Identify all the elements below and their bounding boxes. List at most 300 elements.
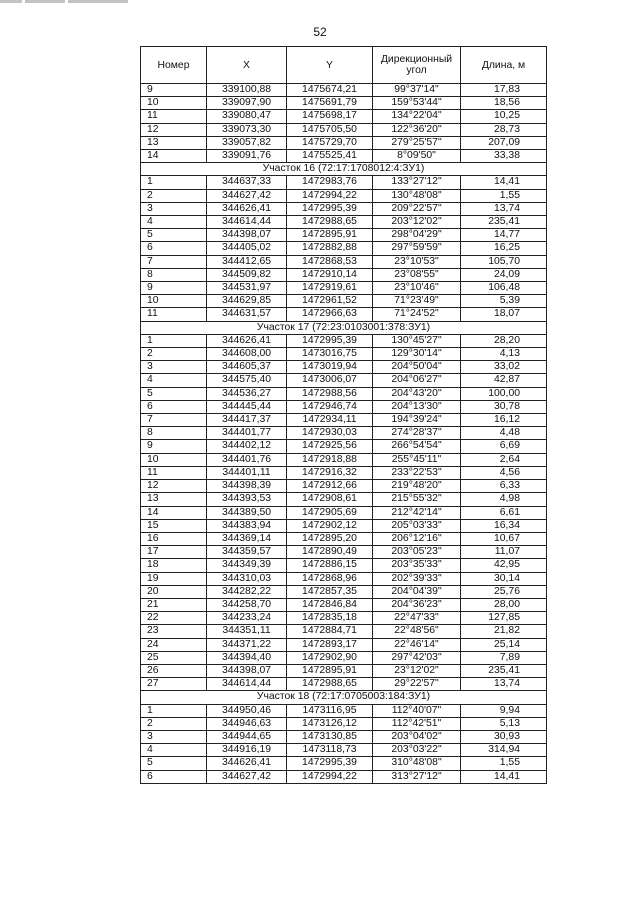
cell-number: 7 [141, 414, 207, 427]
cell-length: 21,82 [461, 625, 547, 638]
table-row [141, 282, 547, 295]
cell-length: 16,25 [461, 242, 547, 255]
cell-y: 1472884,71 [287, 625, 373, 638]
cell-direction-angle: 23°08'55" [373, 268, 461, 281]
cell-y: 1473006,07 [287, 374, 373, 387]
cell-number: 13 [141, 136, 207, 149]
cell-x: 344916,19 [207, 744, 287, 757]
cell-y: 1473126,12 [287, 717, 373, 730]
cell-length: 105,70 [461, 255, 547, 268]
cell-length: 11,07 [461, 546, 547, 559]
cell-y: 1472902,90 [287, 651, 373, 664]
cell-y: 1472934,11 [287, 414, 373, 427]
cell-y: 1472994,22 [287, 189, 373, 202]
cell-y: 1472916,32 [287, 466, 373, 479]
cell-direction-angle: 203°04'02" [373, 730, 461, 743]
cell-x: 344946,63 [207, 717, 287, 730]
cell-number: 10 [141, 97, 207, 110]
cell-y: 1475705,50 [287, 123, 373, 136]
cell-y: 1472908,61 [287, 493, 373, 506]
cell-direction-angle: 212°42'14" [373, 506, 461, 519]
cell-number: 6 [141, 242, 207, 255]
cell-length: 4,56 [461, 466, 547, 479]
table-row [141, 440, 547, 453]
table-row [141, 150, 547, 163]
cell-number: 16 [141, 532, 207, 545]
cell-y: 1472910,14 [287, 268, 373, 281]
cell-length: 13,74 [461, 678, 547, 691]
cell-x: 344401,77 [207, 427, 287, 440]
cell-length: 100,00 [461, 387, 547, 400]
cell-number: 7 [141, 255, 207, 268]
cell-number: 5 [141, 757, 207, 770]
cell-direction-angle: 204°50'04" [373, 361, 461, 374]
cell-length: 10,67 [461, 532, 547, 545]
cell-length: 30,93 [461, 730, 547, 743]
table-row [141, 757, 547, 770]
cell-length: 42,87 [461, 374, 547, 387]
cell-y: 1472886,15 [287, 559, 373, 572]
cell-number: 3 [141, 202, 207, 215]
cell-direction-angle: 204°13'30" [373, 400, 461, 413]
cell-length: 28,73 [461, 123, 547, 136]
cell-x: 344536,27 [207, 387, 287, 400]
table-row [141, 123, 547, 136]
cell-y: 1473130,85 [287, 730, 373, 743]
cell-y: 1475691,79 [287, 97, 373, 110]
table-row [141, 612, 547, 625]
cell-y: 1473116,95 [287, 704, 373, 717]
table-header [141, 47, 547, 84]
cell-length: 7,89 [461, 651, 547, 664]
cell-length: 14,77 [461, 229, 547, 242]
table-row [141, 216, 547, 229]
cell-y: 1472893,17 [287, 638, 373, 651]
table-row [141, 585, 547, 598]
table-row [141, 532, 547, 545]
cell-direction-angle: 29°22'57" [373, 678, 461, 691]
cell-x: 344629,85 [207, 295, 287, 308]
cell-number: 14 [141, 150, 207, 163]
cell-y: 1472988,65 [287, 678, 373, 691]
cell-y: 1472905,69 [287, 506, 373, 519]
table-row [141, 97, 547, 110]
cell-direction-angle: 22°46'14" [373, 638, 461, 651]
cell-direction-angle: 215°55'32" [373, 493, 461, 506]
cell-y: 1472995,39 [287, 202, 373, 215]
cell-x: 344398,07 [207, 229, 287, 242]
cell-length: 25,14 [461, 638, 547, 651]
cell-length: 13,74 [461, 202, 547, 215]
table-row [141, 664, 547, 677]
table-row [141, 308, 547, 321]
cell-direction-angle: 204°43'20" [373, 387, 461, 400]
cell-length: 30,78 [461, 400, 547, 413]
cell-direction-angle: 206°12'16" [373, 532, 461, 545]
cell-direction-angle: 297°59'59" [373, 242, 461, 255]
section-row [141, 163, 547, 176]
cell-direction-angle: 202°39'33" [373, 572, 461, 585]
table-row [141, 387, 547, 400]
table-row [141, 744, 547, 757]
cell-number: 10 [141, 295, 207, 308]
cell-number: 6 [141, 770, 207, 783]
cell-number: 25 [141, 651, 207, 664]
cell-number: 23 [141, 625, 207, 638]
cell-length: 4,48 [461, 427, 547, 440]
cell-number: 3 [141, 361, 207, 374]
header-number: Номер [141, 47, 207, 84]
cell-number: 13 [141, 493, 207, 506]
cell-number: 11 [141, 110, 207, 123]
cell-y: 1472895,91 [287, 229, 373, 242]
cell-y: 1472930,03 [287, 427, 373, 440]
table-row [141, 229, 547, 242]
cell-x: 339100,88 [207, 84, 287, 97]
cell-number: 4 [141, 216, 207, 229]
cell-length: 9,94 [461, 704, 547, 717]
table-row [141, 84, 547, 97]
cell-y: 1472882,88 [287, 242, 373, 255]
cell-direction-angle: 203°12'02" [373, 216, 461, 229]
cell-length: 6,61 [461, 506, 547, 519]
cell-length: 207,09 [461, 136, 547, 149]
cell-direction-angle: 194°39'24" [373, 414, 461, 427]
cell-direction-angle: 159°53'44" [373, 97, 461, 110]
table-row [141, 572, 547, 585]
cell-y: 1472895,91 [287, 664, 373, 677]
cell-y: 1472902,12 [287, 519, 373, 532]
cell-number: 1 [141, 704, 207, 717]
table-row [141, 374, 547, 387]
cell-y: 1475729,70 [287, 136, 373, 149]
cell-x: 344233,24 [207, 612, 287, 625]
cell-x: 344627,42 [207, 770, 287, 783]
table-row [141, 519, 547, 532]
cell-x: 344575,40 [207, 374, 287, 387]
cell-x: 344369,14 [207, 532, 287, 545]
cell-direction-angle: 22°47'33" [373, 612, 461, 625]
cell-y: 1472995,39 [287, 334, 373, 347]
cell-y: 1472994,22 [287, 770, 373, 783]
cell-length: 16,34 [461, 519, 547, 532]
cell-length: 10,25 [461, 110, 547, 123]
table-body [141, 84, 547, 784]
cell-x: 344402,12 [207, 440, 287, 453]
cell-x: 344359,57 [207, 546, 287, 559]
cell-number: 9 [141, 282, 207, 295]
cell-y: 1472919,61 [287, 282, 373, 295]
cell-y: 1472946,74 [287, 400, 373, 413]
coordinates-table [140, 46, 547, 784]
cell-x: 344383,94 [207, 519, 287, 532]
cell-length: 17,83 [461, 84, 547, 97]
cell-direction-angle: 203°35'33" [373, 559, 461, 572]
cell-y: 1472925,56 [287, 440, 373, 453]
table-row [141, 361, 547, 374]
cell-x: 344608,00 [207, 348, 287, 361]
cell-x: 339097,90 [207, 97, 287, 110]
cell-number: 12 [141, 123, 207, 136]
cell-direction-angle: 71°24'52" [373, 308, 461, 321]
table-row [141, 559, 547, 572]
cell-x: 344351,11 [207, 625, 287, 638]
cell-length: 127,85 [461, 612, 547, 625]
cell-x: 344405,02 [207, 242, 287, 255]
table-row [141, 136, 547, 149]
table-row [141, 189, 547, 202]
cell-x: 344393,53 [207, 493, 287, 506]
cell-number: 17 [141, 546, 207, 559]
cell-number: 20 [141, 585, 207, 598]
cell-number: 1 [141, 334, 207, 347]
cell-x: 339057,82 [207, 136, 287, 149]
cell-x: 344282,22 [207, 585, 287, 598]
cell-number: 2 [141, 348, 207, 361]
table-row [141, 466, 547, 479]
cell-length: 2,64 [461, 453, 547, 466]
table-row [141, 625, 547, 638]
cell-direction-angle: 204°36'23" [373, 598, 461, 611]
cell-x: 344401,11 [207, 466, 287, 479]
table-row [141, 414, 547, 427]
cell-direction-angle: 310°48'08" [373, 757, 461, 770]
section-row [141, 691, 547, 704]
cell-y: 1475698,17 [287, 110, 373, 123]
header-y: Y [287, 47, 373, 84]
table-row [141, 730, 547, 743]
cell-y: 1472988,56 [287, 387, 373, 400]
cell-number: 11 [141, 466, 207, 479]
cell-number: 27 [141, 678, 207, 691]
cell-y: 1473019,94 [287, 361, 373, 374]
cell-direction-angle: 134°22'04" [373, 110, 461, 123]
table-row [141, 493, 547, 506]
cell-x: 344944,65 [207, 730, 287, 743]
table-row [141, 400, 547, 413]
section-title: Участок 18 (72:17:0705003:184:ЗУ1) [141, 691, 547, 704]
cell-length: 4,13 [461, 348, 547, 361]
table-row [141, 717, 547, 730]
cell-x: 344398,07 [207, 664, 287, 677]
cell-y: 1472961,52 [287, 295, 373, 308]
cell-length: 33,02 [461, 361, 547, 374]
cell-x: 344626,41 [207, 334, 287, 347]
cell-number: 12 [141, 480, 207, 493]
cell-number: 18 [141, 559, 207, 572]
cell-number: 2 [141, 717, 207, 730]
cell-direction-angle: 130°45'27" [373, 334, 461, 347]
cell-length: 235,41 [461, 664, 547, 677]
cell-x: 344417,37 [207, 414, 287, 427]
cell-direction-angle: 203°03'22" [373, 744, 461, 757]
cell-direction-angle: 133°27'12" [373, 176, 461, 189]
cell-length: 24,09 [461, 268, 547, 281]
cell-y: 1472966,63 [287, 308, 373, 321]
cell-length: 18,56 [461, 97, 547, 110]
cell-x: 344310,03 [207, 572, 287, 585]
cell-length: 106,48 [461, 282, 547, 295]
cell-y: 1472912,66 [287, 480, 373, 493]
cell-length: 14,41 [461, 176, 547, 189]
cell-direction-angle: 279°25'57" [373, 136, 461, 149]
cell-length: 6,33 [461, 480, 547, 493]
cell-number: 8 [141, 427, 207, 440]
cell-x: 344614,44 [207, 678, 287, 691]
cell-number: 2 [141, 189, 207, 202]
cell-direction-angle: 130°48'08" [373, 189, 461, 202]
cell-direction-angle: 23°10'53" [373, 255, 461, 268]
section-title: Участок 16 (72:17:1708012:4:ЗУ1) [141, 163, 547, 176]
cell-direction-angle: 298°04'29" [373, 229, 461, 242]
cell-length: 1,55 [461, 757, 547, 770]
cell-y: 1472995,39 [287, 757, 373, 770]
cell-y: 1472988,65 [287, 216, 373, 229]
cell-number: 21 [141, 598, 207, 611]
cell-direction-angle: 203°05'23" [373, 546, 461, 559]
cell-x: 339073,30 [207, 123, 287, 136]
cell-direction-angle: 23°10'46" [373, 282, 461, 295]
cell-x: 339091,76 [207, 150, 287, 163]
table-row [141, 334, 547, 347]
cell-direction-angle: 112°42'51" [373, 717, 461, 730]
cell-direction-angle: 23°12'02" [373, 664, 461, 677]
cell-length: 28,00 [461, 598, 547, 611]
cell-length: 14,41 [461, 770, 547, 783]
cell-direction-angle: 8°09'50" [373, 150, 461, 163]
table-row [141, 348, 547, 361]
table-row [141, 506, 547, 519]
cell-number: 3 [141, 730, 207, 743]
cell-x: 344445,44 [207, 400, 287, 413]
table-row [141, 638, 547, 651]
cell-number: 6 [141, 400, 207, 413]
table-row [141, 678, 547, 691]
cell-direction-angle: 205°03'33" [373, 519, 461, 532]
cell-x: 344614,44 [207, 216, 287, 229]
cell-direction-angle: 255°45'11" [373, 453, 461, 466]
cell-x: 344349,39 [207, 559, 287, 572]
cell-number: 10 [141, 453, 207, 466]
cell-y: 1472868,96 [287, 572, 373, 585]
cell-length: 5,39 [461, 295, 547, 308]
cell-direction-angle: 204°04'39" [373, 585, 461, 598]
cell-direction-angle: 266°54'54" [373, 440, 461, 453]
page-number: 52 [313, 25, 327, 39]
cell-number: 4 [141, 744, 207, 757]
table-row [141, 176, 547, 189]
cell-length: 4,98 [461, 493, 547, 506]
cell-x: 344950,46 [207, 704, 287, 717]
cell-y: 1472983,76 [287, 176, 373, 189]
cell-y: 1473016,75 [287, 348, 373, 361]
table-row [141, 598, 547, 611]
cell-length: 30,14 [461, 572, 547, 585]
cell-y: 1472857,35 [287, 585, 373, 598]
table-row [141, 268, 547, 281]
cell-y: 1475674,21 [287, 84, 373, 97]
cell-number: 8 [141, 268, 207, 281]
cell-length: 28,20 [461, 334, 547, 347]
cell-number: 5 [141, 387, 207, 400]
table-row [141, 651, 547, 664]
cell-y: 1472868,53 [287, 255, 373, 268]
cell-x: 344401,76 [207, 453, 287, 466]
cell-number: 5 [141, 229, 207, 242]
cell-x: 344394,40 [207, 651, 287, 664]
cell-length: 25,76 [461, 585, 547, 598]
cell-x: 344637,33 [207, 176, 287, 189]
cell-length: 314,94 [461, 744, 547, 757]
cell-length: 42,95 [461, 559, 547, 572]
cell-length: 18,07 [461, 308, 547, 321]
cell-y: 1472890,49 [287, 546, 373, 559]
table-row [141, 110, 547, 123]
cell-x: 344509,82 [207, 268, 287, 281]
cell-direction-angle: 219°48'20" [373, 480, 461, 493]
header-length: Длина, м [461, 47, 547, 84]
table-row [141, 453, 547, 466]
cell-number: 15 [141, 519, 207, 532]
cell-x: 344531,97 [207, 282, 287, 295]
cell-length: 5,13 [461, 717, 547, 730]
cell-x: 344258,70 [207, 598, 287, 611]
cell-x: 344626,41 [207, 757, 287, 770]
cell-length: 235,41 [461, 216, 547, 229]
table-row [141, 295, 547, 308]
cell-number: 9 [141, 440, 207, 453]
cell-length: 33,38 [461, 150, 547, 163]
cell-x: 344371,22 [207, 638, 287, 651]
cell-length: 1,55 [461, 189, 547, 202]
cell-x: 344412,65 [207, 255, 287, 268]
cell-direction-angle: 99°37'14" [373, 84, 461, 97]
cell-y: 1475525,41 [287, 150, 373, 163]
table-row [141, 704, 547, 717]
table-row [141, 770, 547, 783]
cell-length: 16,12 [461, 414, 547, 427]
cell-x: 344626,41 [207, 202, 287, 215]
cell-number: 19 [141, 572, 207, 585]
cell-direction-angle: 112°40'07" [373, 704, 461, 717]
section-row [141, 321, 547, 334]
cell-x: 344631,57 [207, 308, 287, 321]
cell-y: 1472835,18 [287, 612, 373, 625]
table-row [141, 242, 547, 255]
cell-number: 24 [141, 638, 207, 651]
cell-number: 1 [141, 176, 207, 189]
cell-x: 344389,50 [207, 506, 287, 519]
table-row [141, 202, 547, 215]
cell-direction-angle: 122°36'20" [373, 123, 461, 136]
cell-number: 9 [141, 84, 207, 97]
table-row [141, 546, 547, 559]
table-row [141, 480, 547, 493]
cell-direction-angle: 129°30'14" [373, 348, 461, 361]
scan-artifact-mark [0, 0, 160, 6]
cell-x: 339080,47 [207, 110, 287, 123]
header-direction-angle: Дирекционный угол [373, 47, 461, 84]
cell-direction-angle: 22°48'56" [373, 625, 461, 638]
table-row [141, 255, 547, 268]
cell-direction-angle: 313°27'12" [373, 770, 461, 783]
cell-direction-angle: 71°23'49" [373, 295, 461, 308]
cell-x: 344398,39 [207, 480, 287, 493]
cell-length: 6,69 [461, 440, 547, 453]
cell-y: 1472918,88 [287, 453, 373, 466]
cell-number: 4 [141, 374, 207, 387]
cell-direction-angle: 297°42'03" [373, 651, 461, 664]
